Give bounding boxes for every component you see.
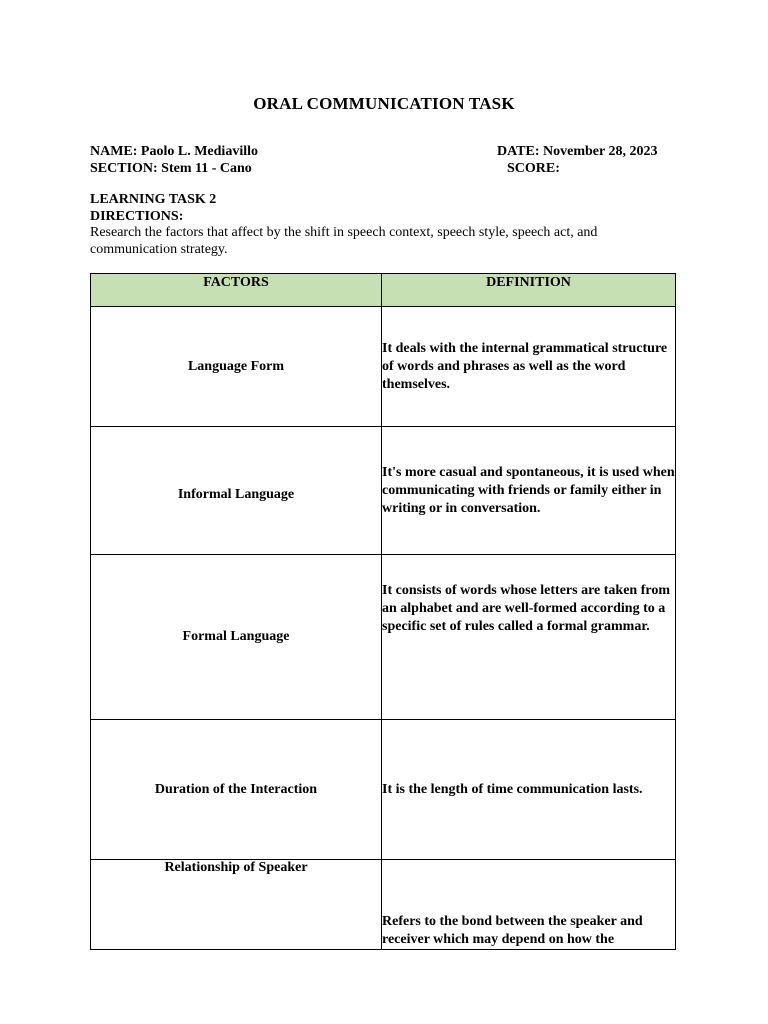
directions-label: DIRECTIONS: [90, 209, 184, 224]
factor-cell: Formal Language [91, 555, 382, 720]
factor-cell: Language Form [91, 307, 382, 427]
table-row [91, 307, 676, 427]
directions-text: Research the factors that affect by the shift in speech context, speech style, speech act, and communication strategy. [90, 225, 598, 257]
table-header-row [91, 274, 676, 307]
factors-table [90, 273, 676, 950]
column-header-definition: DEFINITION [382, 274, 676, 307]
table-row [91, 720, 676, 860]
factor-cell: Informal Language [91, 427, 382, 555]
task-date: DATE: November 28, 2023 [497, 144, 658, 159]
definition-cell: It consists of words whose letters are taken from an alphabet and are well-formed according to a specific set of rules called a formal grammar. [382, 555, 676, 720]
definition-cell: It's more casual and spontaneous, it is used when communicating with friends or family either in writing or in conversation. [382, 427, 676, 555]
table-row [91, 555, 676, 720]
definition-cell: It is the length of time communication lasts. [382, 720, 676, 860]
table-row [91, 427, 676, 555]
task-score: SCORE: [507, 161, 560, 176]
student-section: SECTION: Stem 11 - Cano [90, 161, 252, 176]
page-title: ORAL COMMUNICATION TASK [253, 94, 515, 113]
definition-cell: Refers to the bond between the speaker and receiver which may depend on how the [382, 860, 676, 950]
student-name: NAME: Paolo L. Mediavillo [90, 144, 258, 159]
factor-cell: Relationship of Speaker [91, 860, 382, 950]
learning-task-label: LEARNING TASK 2 [90, 192, 217, 207]
column-header-factors: FACTORS [91, 274, 382, 307]
definition-cell: It deals with the internal grammatical structure of words and phrases as well as the word themselves. [382, 307, 676, 427]
factor-cell: Duration of the Interaction [91, 720, 382, 860]
table-row [91, 860, 676, 950]
